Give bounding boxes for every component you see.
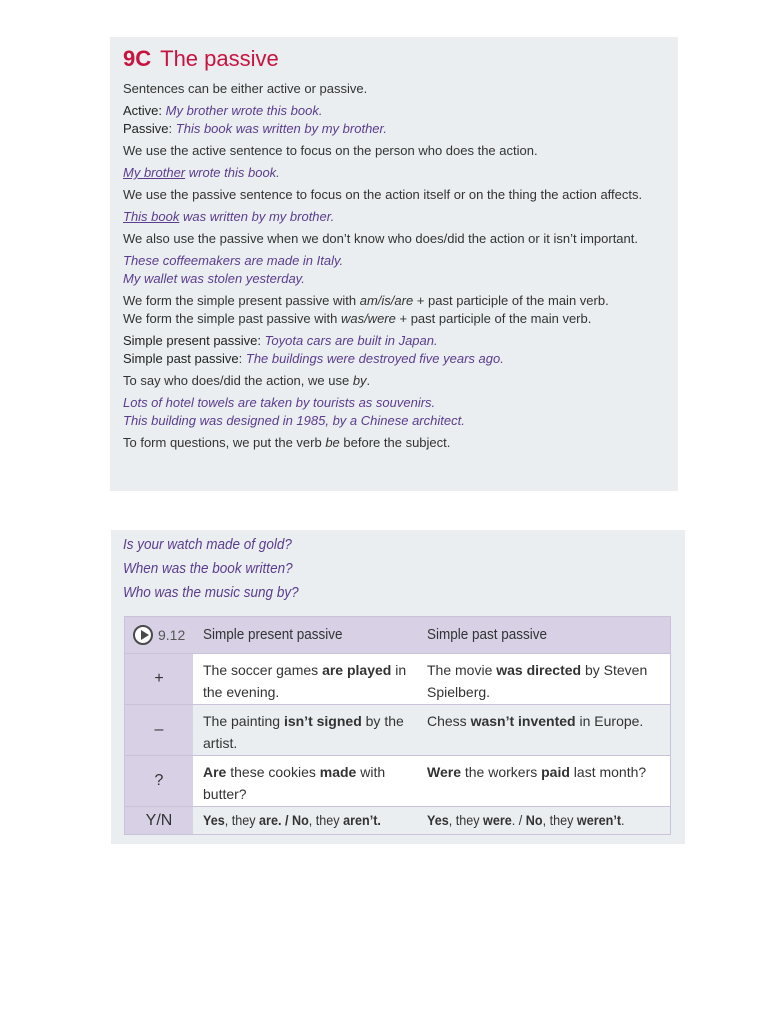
table-cell: The movie was directed by Steven Spielberg. bbox=[427, 662, 648, 700]
row-symbol-minus: – bbox=[125, 705, 193, 755]
column-header: Simple past passive bbox=[427, 626, 548, 643]
audio-number: 9.12 bbox=[158, 627, 186, 643]
table-row bbox=[125, 755, 670, 806]
table-cell: The soccer games are played in the evening. bbox=[203, 662, 407, 700]
table-cell: The painting isn’t signed by the artist. bbox=[193, 705, 419, 755]
examples-panel bbox=[111, 530, 685, 844]
page-title bbox=[123, 45, 666, 73]
rule-form-present: We form the simple present passive with am/is/are + past participle of the main verb. bbox=[123, 293, 609, 308]
table-header bbox=[125, 617, 670, 653]
audio-cell bbox=[125, 625, 193, 645]
row-symbol-question: ? bbox=[125, 756, 193, 806]
passive-line: Passive: This book was written by my brother. bbox=[123, 121, 387, 136]
table-cell: Are these cookies made with butter? bbox=[203, 764, 386, 802]
row-symbol-yes-no: Y/N bbox=[125, 807, 193, 834]
rule-form-past: We form the simple past passive with was/were + past participle of the main verb. bbox=[123, 311, 592, 326]
row-symbol-plus: + bbox=[125, 654, 193, 704]
table-row bbox=[125, 806, 670, 834]
grammar-panel bbox=[110, 37, 678, 491]
table-cell: Yes, they were. / No, they weren’t. bbox=[419, 807, 670, 834]
active-line: Active: My brother wrote this book. bbox=[123, 103, 323, 118]
table-row bbox=[125, 653, 670, 704]
question-example: Who was the music sung by? bbox=[123, 584, 299, 601]
rule-active: We use the active sentence to focus on the person who does the action. bbox=[123, 143, 538, 158]
intro-text: Sentences can be either active or passive. bbox=[123, 81, 368, 96]
simple-present-passive-line: Simple present passive: Toyota cars are built in Japan. bbox=[123, 333, 438, 348]
section-number: 9C bbox=[123, 46, 152, 71]
question-example: Is your watch made of gold? bbox=[123, 536, 292, 553]
passive-table bbox=[124, 616, 671, 835]
play-icon[interactable] bbox=[133, 625, 153, 645]
section-title: The passive bbox=[160, 46, 279, 71]
example-towels: Lots of hotel towels are taken by tourists as souvenirs. bbox=[123, 395, 436, 410]
rule-questions: To form questions, we put the verb be before the subject. bbox=[123, 435, 451, 450]
example-wallet: My wallet was stolen yesterday. bbox=[123, 271, 305, 286]
table-row bbox=[125, 704, 670, 755]
table-cell: Were the workers paid last month? bbox=[427, 764, 647, 780]
rule-unknown-agent: We also use the passive when we don’t know who does/did the action or it isn’t important. bbox=[123, 231, 638, 246]
question-example: When was the book written? bbox=[123, 560, 293, 577]
example-building: This building was designed in 1985, by a Chinese architect. bbox=[123, 413, 465, 428]
example-passive: This book was written by my brother. bbox=[123, 209, 335, 224]
rule-by: To say who does/did the action, we use by. bbox=[123, 373, 371, 388]
simple-past-passive-line: Simple past passive: The buildings were destroyed five years ago. bbox=[123, 351, 504, 366]
rule-passive: We use the passive sentence to focus on the action itself or on the thing the action affects. bbox=[123, 187, 643, 202]
example-coffeemakers: These coffeemakers are made in Italy. bbox=[123, 253, 344, 268]
column-header: Simple present passive bbox=[203, 626, 343, 643]
example-active: My brother wrote this book. bbox=[123, 165, 280, 180]
table-cell: Chess wasn’t invented in Europe. bbox=[419, 705, 670, 755]
table-cell: Yes, they are. / No, they aren’t. bbox=[193, 807, 419, 834]
